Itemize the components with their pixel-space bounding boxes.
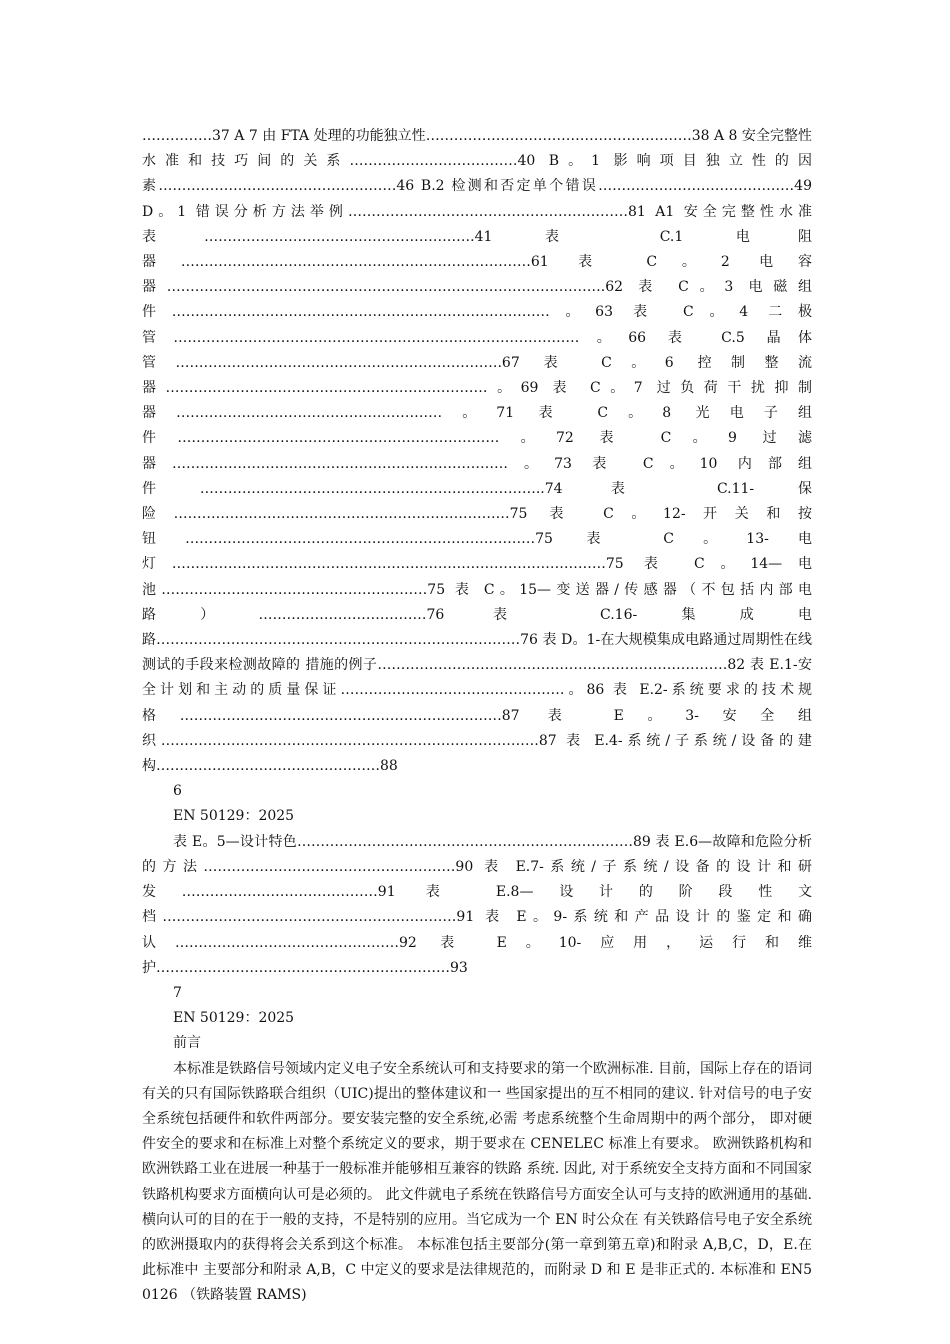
running-header: EN 50129：2025 [173,1010,295,1027]
page-number: 6 [173,783,182,800]
table-of-contents-part-2: 表 E。5—设计特色………………………………………………………………89 表 E.6—故障和危险分析的方法………………………………………………90 表 E.7-系统/子系统/设备的设计和研发……………………………………91 表 E.8—设计的阶段性文档………………………………………………………91 表 E。9-系统和产品设计的鉴定和确认…………………………………………92 表 E。10-应用，运行和维护………………………………………………………93 [142,833,812,976]
foreword-paragraph: 本标准是铁路信号领域内定义电子安全系统认可和支持要求的第一个欧洲标准. 目前，国际上存在的语词有关的只有国际铁路联合组织（UIC)提出的整体建议和一 些国家提出的互不相同的建议. 针对信号的电子安全系统包括硬件和软件两部分。要安装完整的安全系统,必需 考虑系统整个生命周期中的两个部分， 即对硬件安全的要求和在标准上对整个系统定义的要求，期于要求在 CENELEC 标准上有要求。 欧洲铁路机构和欧洲铁路工业在进展一种基于一般标准并能够相互兼容的铁路 系统. 因此, 对于系统安全支持方面和不同国家铁路机构要求方面横向认可是必须的。 此文件就电子系统在铁路信号方面安全认可与支持的欧洲通用的基础. 横向认可的目的在于一般的支持，不是特别的应用。当它成为一个 EN 时公众在 有关铁路信号电子安全系统的欧洲摄取内的获得将会关系到这个标准。 本标准包括主要部分(第一章到第五章)和附录 A,B,C，D，E.在此标准中 主要部分和附录 A,B，C 中定义的要求是法律规范的，而附录 D 和 E 是非正式的. 本标准和 EN50126 （铁路装置 RAMS) [142,1060,812,1304]
table-of-contents-part-1: ……………37 A 7 由 FTA 处理的功能独立性…………………………………………………38 A 8 安全完整性水准和技巧间的关系………………………………40 B。1 影响项目独立性的因素……………………………………………46 B.2 检测和否定单个错误……………………………………49 D。1 错误分析方法举例……………………………………………………81 A1 安全完整性水准表………………………………………………….41 表 C.1 电阻器…………………………………………………………………61 表 C。2 电容器………………………………………………………………………………….62 表 C。3 电磁组件………………………………………………………………………。63 表 C。4 二极管……………………………………………………………………………。66 表 C.5 晶体管…………………………………………………………….67 表 C。6 控制整流器……………………………………………………………。69 表 C。7 过负荷干扰抑制器…………………………………………………。71 表 C。8 光电子组件……………………………………………………………。72 表 C。9 过滤器………………………………………………………………。73 表 C。10 内部组件………………………………………………………………..74 表 C.11-保险………………………………………………………………75 表 C。12-开关和按钮…………………………………………………………………75 表 C。13-电灯…………………………………………………………………………………75 表 C。14—电池…………………………………………………75 表 C。15—变送器/传感器（不包括内部电路）………………………………76 表 C.16-集成电路……………………………………………………………………76 表 D。1-在大规模集成电路通过周期性在线测试的手段来检测故障的 措施的例子…………………………………………………………………82 表 E.1-安全计划和主动的质量保证…………………………………………。86 表 E.2-系统要求的技术规格……………………………………………………………87 表 E。3-安全组织………………………………………………………………………87 表 E.4-系统/子系统/设备的建构…………………………………………88 [142,128,812,775]
running-header: EN 50129：2025 [173,808,295,825]
section-heading: 前言 [173,1035,201,1052]
page-content [142,124,812,1309]
page-number: 7 [173,984,182,1001]
